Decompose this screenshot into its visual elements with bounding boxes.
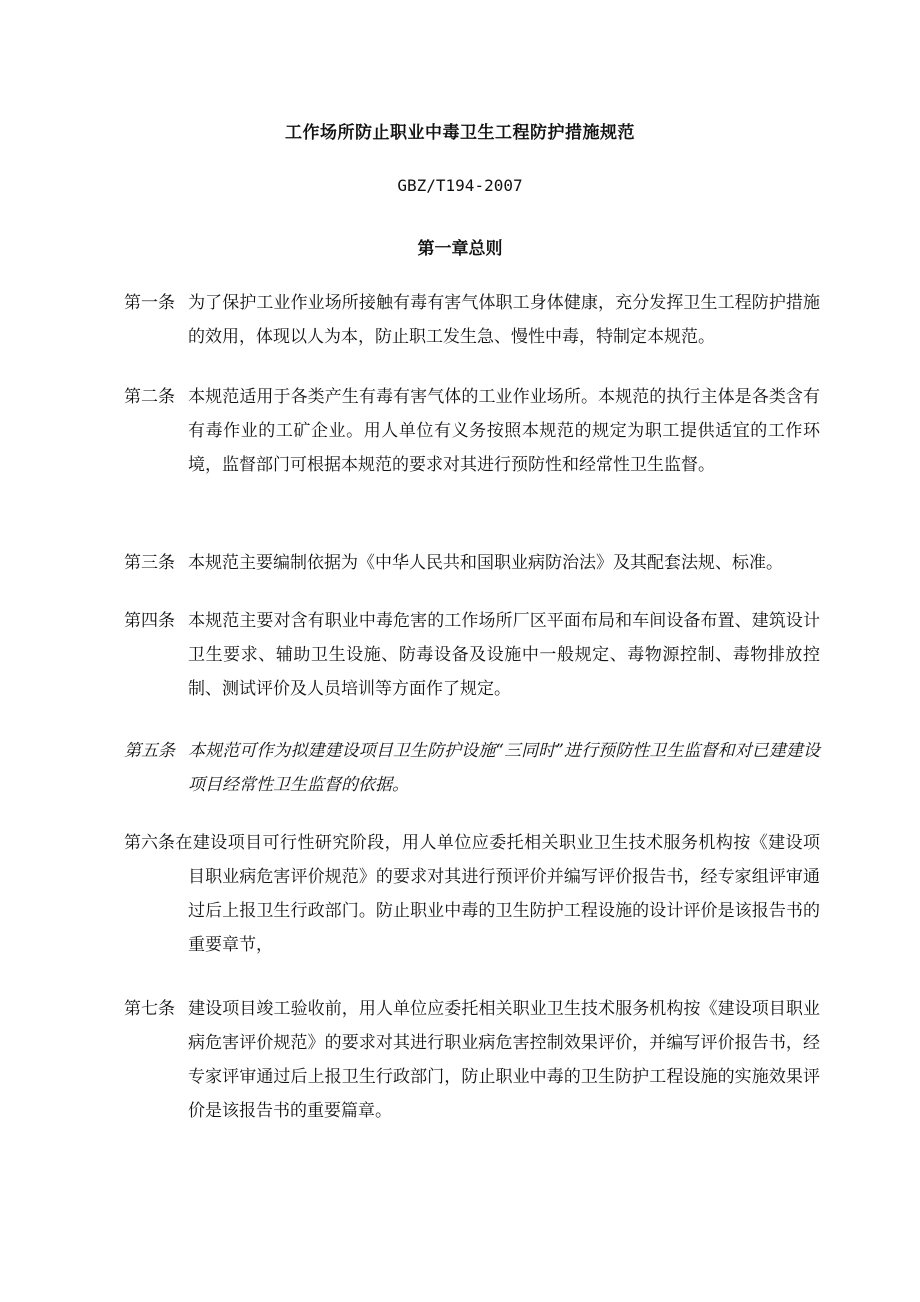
standard-code: GBZ/T194-2007 [397,176,523,195]
article-3 [124,546,820,580]
article-label: 第一条 [124,293,175,313]
article-label: 第五条 [124,741,175,761]
article-label: 第二条 [124,387,175,407]
article-label: 第四条 [124,611,175,631]
article-label: 第三条 [124,553,175,573]
chapter-heading: 第一章总则 [417,239,503,259]
article-5 [124,734,820,802]
article-text: 本规范主要对含有职业中毒危害的工作场所厂区平面布局和车间设备布置、建筑设计卫生要求、辅助卫生设施、防毒设备及设施中一般规定、毒物源控制、毒物排放控制、测试评价及人员培训等方面作了规定。 [188,611,820,699]
article-7 [124,992,820,1128]
article-label: 第七条 [124,999,175,1019]
article-4 [124,604,820,706]
article-text: 为了保护工业作业场所接触有毒有害气体职工身体健康，充分发挥卫生工程防护措施的效用，体现以人为本，防止职工发生急、慢性中毒，特制定本规范。 [188,293,820,347]
article-text: 本规范可作为拟建建设项目卫生防护设施“三同时”进行预防性卫生监督和对已建建设项目经常性卫生监督的依据。 [188,741,820,795]
article-text: 本规范适用于各类产生有毒有害气体的工业作业场所。本规范的执行主体是各类含有有毒作业的工矿企业。用人单位有义务按照本规范的规定为职工提供适宜的工作环境，监督部门可根据本规范的要求对其进行预防性和经常性卫生监督。 [188,387,820,475]
article-label: 第六条 [124,833,175,853]
article-text: 本规范主要编制依据为《中华人民共和国职业病防治法》及其配套法规、标准。 [188,553,783,573]
article-text: 建设项目竣工验收前，用人单位应委托相关职业卫生技术服务机构按《建设项目职业病危害评价规范》的要求对其进行职业病危害控制效果评价，并编写评价报告书，经专家评审通过后上报卫生行政部门，防止职业中毒的卫生防护工程设施的实施效果评价是该报告书的重要篇章。 [188,999,820,1121]
article-text: 在建设项目可行性研究阶段，用人单位应委托相关职业卫生技术服务机构按《建设项目职业病危害评价规范》的要求对其进行预评价并编写评价报告书，经专家组评审通过后上报卫生行政部门。防止职业中毒的卫生防护工程设施的设计评价是该报告书的重要章节， [175,833,820,955]
article-1 [124,286,820,354]
article-2 [124,380,820,482]
article-6 [124,826,820,962]
document-title: 工作场所防止职业中毒卫生工程防护措施规范 [285,123,635,143]
